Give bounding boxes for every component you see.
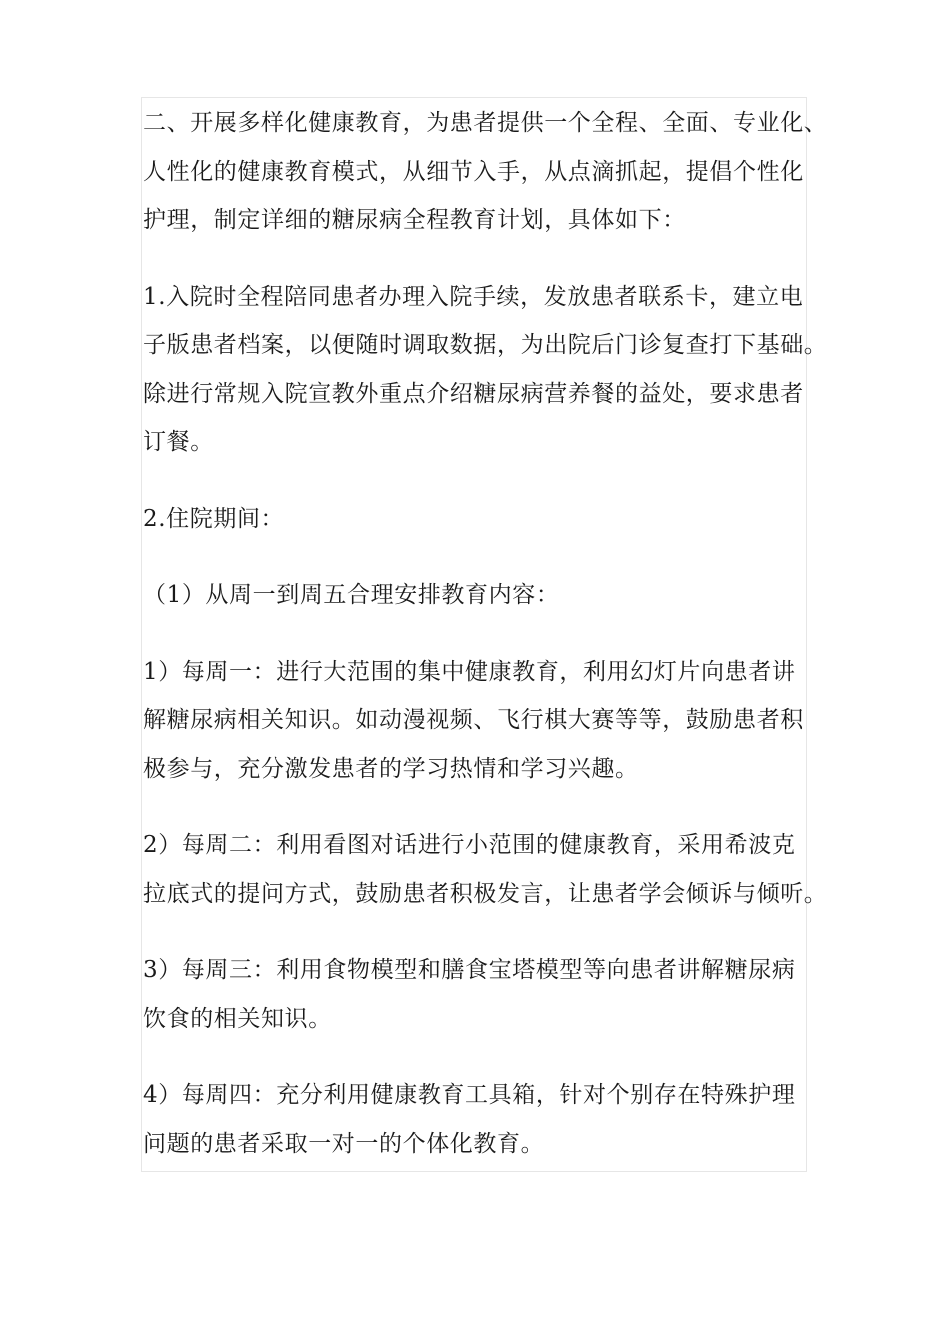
text-line: 2.住院期间： — [143, 505, 285, 532]
paragraph-thursday — [143, 1071, 815, 1168]
text-line: 二、开展多样化健康教育，为患者提供一个全程、全面、专业化、 — [143, 110, 828, 136]
paragraph-tuesday — [143, 821, 828, 918]
text-line: 1.入院时全程陪同患者办理入院手续，发放患者联系卡，建立电 — [143, 283, 804, 310]
text-line: 1）每周一：进行大范围的集中健康教育，利用幻灯片向患者讲 — [143, 658, 796, 685]
text-line: 拉底式的提问方式，鼓励患者积极发言，让患者学会倾诉与倾听。 — [143, 880, 828, 907]
text-line: 4）每周四：充分利用健康教育工具箱，针对个别存在特殊护理 — [143, 1082, 796, 1108]
text-line: （1）从周一到周五合理安排教育内容： — [143, 582, 560, 608]
text-line: 问题的患者采取一对一的个体化教育。 — [143, 1130, 545, 1157]
text-line: 订餐。 — [143, 429, 214, 455]
paragraph-hospital-stay — [143, 495, 815, 544]
text-line: 3）每周三：利用食物模型和膳食宝塔模型等向患者讲解糖尿病 — [143, 957, 796, 983]
text-line: 子版患者档案，以便随时调取数据，为出院后门诊复查打下基础。 — [143, 332, 828, 358]
text-line: 人性化的健康教育模式，从细节入手，从点滴抓起，提倡个性化 — [143, 158, 804, 185]
document-body — [143, 99, 828, 1168]
paragraph-monday — [143, 648, 815, 794]
text-line: 2）每周二：利用看图对话进行小范围的健康教育，采用希波克 — [143, 832, 796, 858]
paragraph-weekly-plan — [143, 571, 815, 620]
paragraph-admission — [143, 273, 828, 467]
text-line: 极参与，充分激发患者的学习热情和学习兴趣。 — [143, 755, 639, 782]
text-line: 护理，制定详细的糖尿病全程教育计划，具体如下： — [143, 207, 686, 233]
paragraph-wednesday — [143, 946, 815, 1043]
paragraph-intro — [143, 99, 828, 245]
text-line: 解糖尿病相关知识。如动漫视频、飞行棋大赛等等，鼓励患者积 — [143, 707, 804, 733]
text-line: 除进行常规入院宣教外重点介绍糖尿病营养餐的益处，要求患者 — [143, 380, 804, 407]
text-line: 饮食的相关知识。 — [143, 1005, 332, 1032]
